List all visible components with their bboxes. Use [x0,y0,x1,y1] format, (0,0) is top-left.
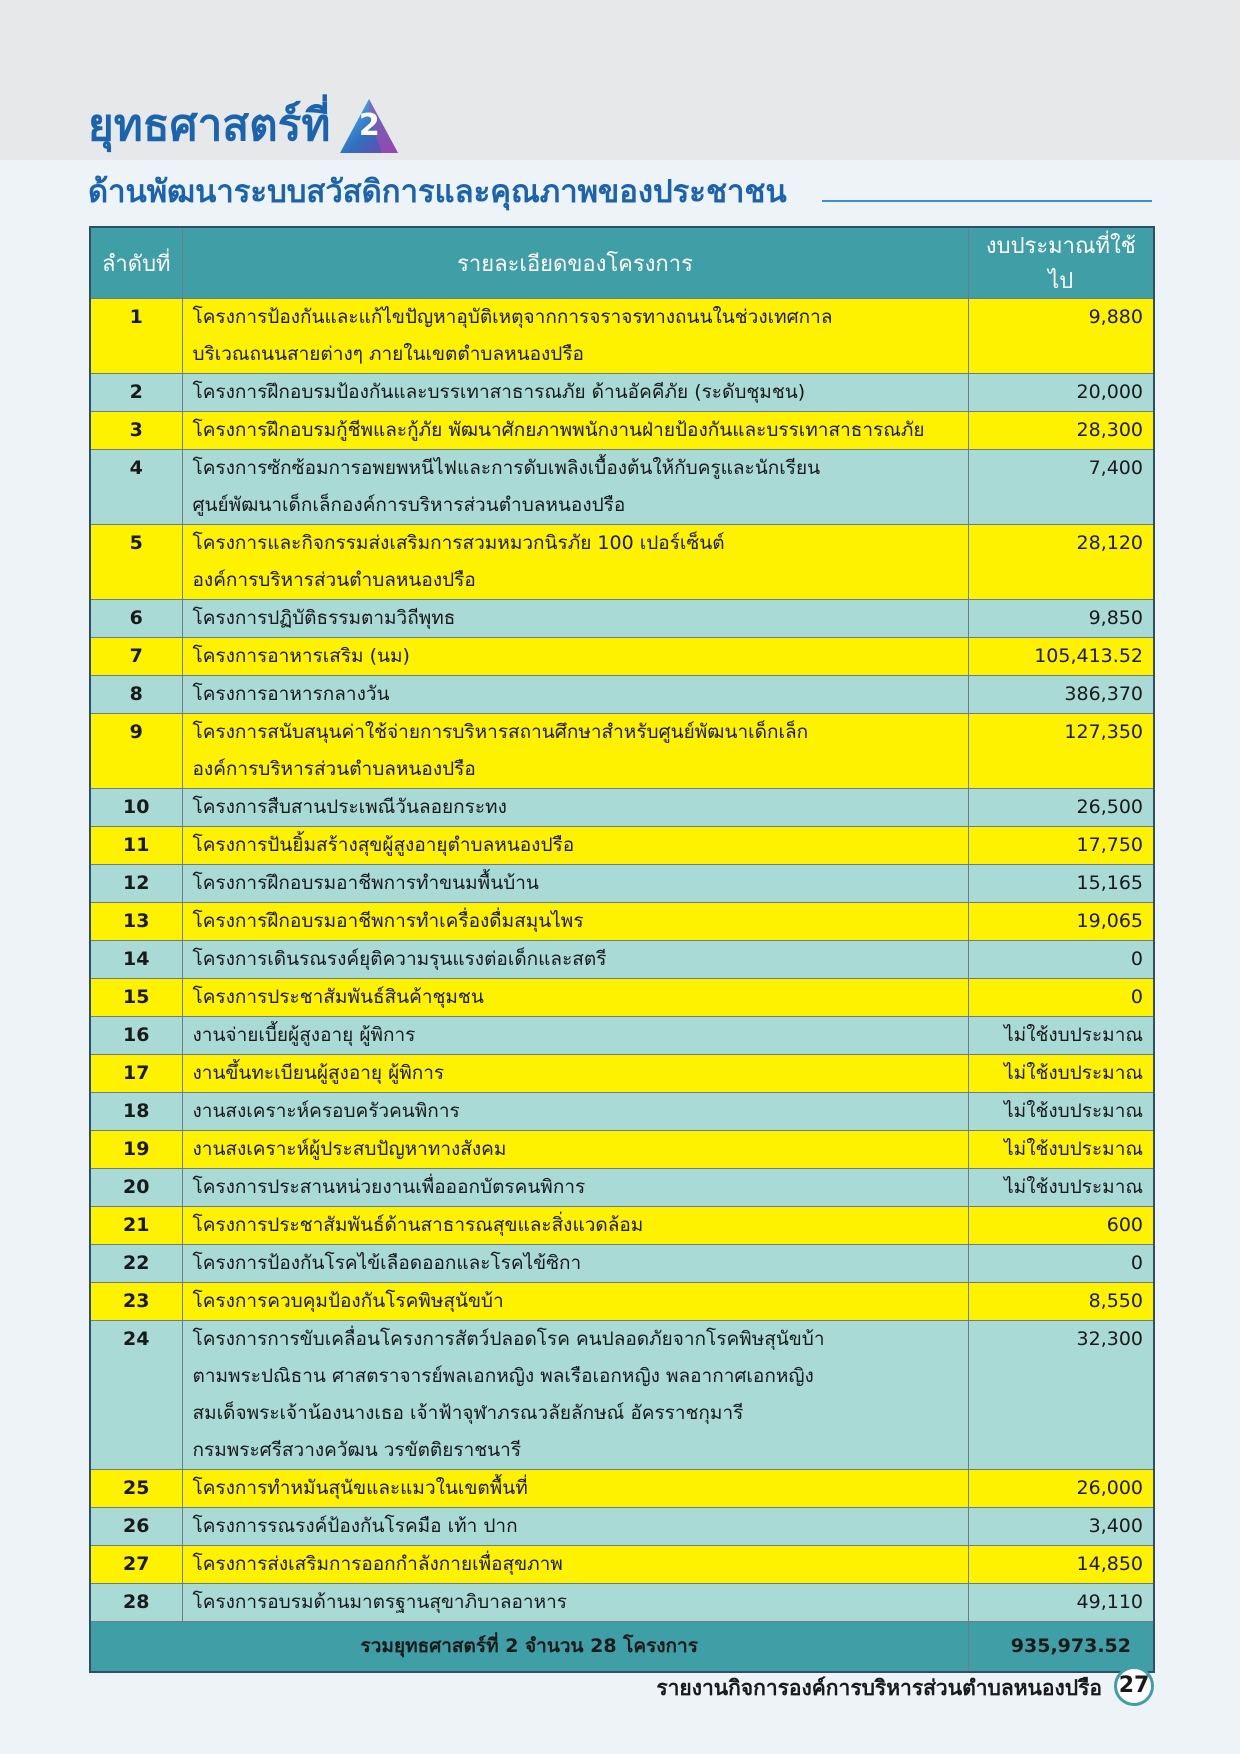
row-number: 22 [90,1245,182,1283]
row-number: 1 [90,299,182,374]
table-row [90,1283,1154,1321]
total-label: รวมยุทธศาสตร์ที่ 2 จำนวน 28 โครงการ [90,1622,968,1673]
table-row [90,1055,1154,1093]
row-description: งานสงเคราะห์ผู้ประสบปัญหาทางสังคม [182,1131,968,1169]
table-row [90,299,1154,374]
table-row [90,525,1154,600]
row-description: โครงการประชาสัมพันธ์ด้านสาธารณสุขและสิ่งแวดล้อม [182,1207,968,1245]
row-description: โครงการซักซ้อมการอพยพหนีไฟและการดับเพลิงเบื้องต้นให้กับครูและนักเรียน ศูนย์พัฒนาเด็กเล็กองค์การบริหารส่วนตำบลหนองปรือ [182,450,968,525]
row-description: โครงการประชาสัมพันธ์สินค้าชุมชน [182,979,968,1017]
row-budget: 0 [968,1245,1154,1283]
table-row [90,1470,1154,1508]
row-number: 4 [90,450,182,525]
row-number: 13 [90,903,182,941]
row-description: โครงการสืบสานประเพณีวันลอยกระทง [182,789,968,827]
row-description: โครงการอาหารกลางวัน [182,676,968,714]
row-budget: 28,120 [968,525,1154,600]
table-row [90,374,1154,412]
header-details: รายละเอียดของโครงการ [182,227,968,299]
row-number: 10 [90,789,182,827]
row-description: โครงการและกิจกรรมส่งเสริมการสวมหมวกนิรภัย 100 เปอร์เซ็นต์ องค์การบริหารส่วนตำบลหนองปรือ [182,525,968,600]
row-budget: 32,300 [968,1321,1154,1470]
row-description: โครงการฝึกอบรมกู้ชีพและกู้ภัย พัฒนาศักยภาพพนักงานฝ่ายป้องกันและบรรเทาสาธารณภัย [182,412,968,450]
row-description: โครงการฝึกอบรมป้องกันและบรรเทาสาธารณภัย ด้านอัคคีภัย (ระดับชุมชน) [182,374,968,412]
row-description: งานสงเคราะห์ครอบครัวคนพิการ [182,1093,968,1131]
page-subtitle: ด้านพัฒนาระบบสวัสดิการและคุณภาพของประชาชน [88,174,787,210]
row-description: โครงการฝึกอบรมอาชีพการทำเครื่องดื่มสมุนไพร [182,903,968,941]
row-description: โครงการอบรมด้านมาตรฐานสุขาภิบาลอาหาร [182,1584,968,1622]
page-number: 27 [1114,1666,1154,1706]
row-description: โครงการเดินรณรงค์ยุติความรุนแรงต่อเด็กและสตรี [182,941,968,979]
row-number: 27 [90,1546,182,1584]
row-budget: 600 [968,1207,1154,1245]
table-row [90,412,1154,450]
row-number: 2 [90,374,182,412]
row-description: โครงการการขับเคลื่อนโครงการสัตว์ปลอดโรค คนปลอดภัยจากโรคพิษสุนัขบ้า ตามพระปณิธาน ศาสตราจารย์พลเอกหญิง พลเรือเอกหญิง พลอากาศเอกหญิง สมเด็จพระเจ้าน้องนางเธอ เจ้าฟ้าจุฬาภรณวลัยลักษณ์ อัครราชกุมารี กรมพระศรีสวางควัฒน วรขัตติยราชนารี [182,1321,968,1470]
row-description: โครงการอาหารเสริม (นม) [182,638,968,676]
row-budget: 9,850 [968,600,1154,638]
row-budget: 9,880 [968,299,1154,374]
row-budget: 19,065 [968,903,1154,941]
page-footer [0,1662,1240,1706]
row-number: 8 [90,676,182,714]
row-number: 26 [90,1508,182,1546]
row-description: โครงการสนับสนุนค่าใช้จ่ายการบริหารสถานศึกษาสำหรับศูนย์พัฒนาเด็กเล็ก องค์การบริหารส่วนตำบลหนองปรือ [182,714,968,789]
row-number: 12 [90,865,182,903]
table-row [90,1093,1154,1131]
row-budget: 15,165 [968,865,1154,903]
row-number: 5 [90,525,182,600]
row-description: โครงการปฏิบัติธรรมตามวิถีพุทธ [182,600,968,638]
table-row [90,1584,1154,1622]
row-budget: 105,413.52 [968,638,1154,676]
row-number: 9 [90,714,182,789]
row-budget: 7,400 [968,450,1154,525]
strategy-triangle-icon [338,97,400,155]
row-budget: 3,400 [968,1508,1154,1546]
total-value: 935,973.52 [968,1622,1154,1673]
table-row [90,638,1154,676]
row-description: งานขึ้นทะเบียนผู้สูงอายุ ผู้พิการ [182,1055,968,1093]
row-budget: ไม่ใช้งบประมาณ [968,1093,1154,1131]
projects-table [89,226,1155,1673]
footer-text: รายงานกิจการองค์การบริหารส่วนตำบลหนองปรือ [656,1676,1102,1700]
row-budget: 26,000 [968,1470,1154,1508]
row-number: 28 [90,1584,182,1622]
row-description: โครงการฝึกอบรมอาชีพการทำขนมพื้นบ้าน [182,865,968,903]
row-number: 25 [90,1470,182,1508]
row-number: 20 [90,1169,182,1207]
table-row [90,1131,1154,1169]
table-row [90,979,1154,1017]
table-row [90,1321,1154,1470]
row-number: 11 [90,827,182,865]
row-number: 15 [90,979,182,1017]
row-budget: 127,350 [968,714,1154,789]
page-title [88,96,400,156]
header-budget: งบประมาณที่ใช้ไป [968,227,1154,299]
table-row [90,941,1154,979]
table-row [90,1245,1154,1283]
row-budget: 26,500 [968,789,1154,827]
row-number: 18 [90,1093,182,1131]
row-number: 3 [90,412,182,450]
row-description: โครงการป้องกันโรคไข้เลือดออกและโรคไข้ซิกา [182,1245,968,1283]
table-row [90,600,1154,638]
row-budget: 20,000 [968,374,1154,412]
row-budget: ไม่ใช้งบประมาณ [968,1169,1154,1207]
row-budget: 49,110 [968,1584,1154,1622]
strategy-number: 2 [358,108,380,143]
row-budget: 8,550 [968,1283,1154,1321]
table-row [90,865,1154,903]
row-description: โครงการทำหมันสุนัขและแมวในเขตพื้นที่ [182,1470,968,1508]
row-budget: 28,300 [968,412,1154,450]
row-description: โครงการป้องกันและแก้ไขปัญหาอุบัติเหตุจากการจราจรทางถนนในช่วงเทศกาล บริเวณถนนสายต่างๆ ภายในเขตตำบลหนองปรือ [182,299,968,374]
row-description: โครงการประสานหน่วยงานเพื่อออกบัตรคนพิการ [182,1169,968,1207]
row-budget: 386,370 [968,676,1154,714]
row-number: 23 [90,1283,182,1321]
row-number: 17 [90,1055,182,1093]
table-row [90,714,1154,789]
table-row [90,676,1154,714]
table-row [90,827,1154,865]
row-budget: ไม่ใช้งบประมาณ [968,1017,1154,1055]
table-row [90,1508,1154,1546]
header-order: ลำดับที่ [90,227,182,299]
table-row [90,1546,1154,1584]
table-row [90,1207,1154,1245]
row-budget: 0 [968,941,1154,979]
row-number: 21 [90,1207,182,1245]
row-number: 19 [90,1131,182,1169]
row-budget: ไม่ใช้งบประมาณ [968,1055,1154,1093]
table-row [90,450,1154,525]
row-description: โครงการควบคุมป้องกันโรคพิษสุนัขบ้า [182,1283,968,1321]
table-row [90,1169,1154,1207]
row-budget: ไม่ใช้งบประมาณ [968,1131,1154,1169]
subtitle-underline [822,200,1152,202]
table-row [90,789,1154,827]
row-budget: 0 [968,979,1154,1017]
row-description: งานจ่ายเบี้ยผู้สูงอายุ ผู้พิการ [182,1017,968,1055]
row-number: 7 [90,638,182,676]
row-description: โครงการส่งเสริมการออกกำลังกายเพื่อสุขภาพ [182,1546,968,1584]
table-row [90,1017,1154,1055]
row-budget: 17,750 [968,827,1154,865]
table-row [90,903,1154,941]
row-number: 24 [90,1321,182,1470]
row-number: 16 [90,1017,182,1055]
row-number: 14 [90,941,182,979]
row-budget: 14,850 [968,1546,1154,1584]
table-header-row [90,227,1154,299]
row-number: 6 [90,600,182,638]
row-description: โครงการรณรงค์ป้องกันโรคมือ เท้า ปาก [182,1508,968,1546]
page-title-text: ยุทธศาสตร์ที่ [88,100,331,151]
row-description: โครงการปันยิ้มสร้างสุขผู้สูงอายุตำบลหนองปรือ [182,827,968,865]
